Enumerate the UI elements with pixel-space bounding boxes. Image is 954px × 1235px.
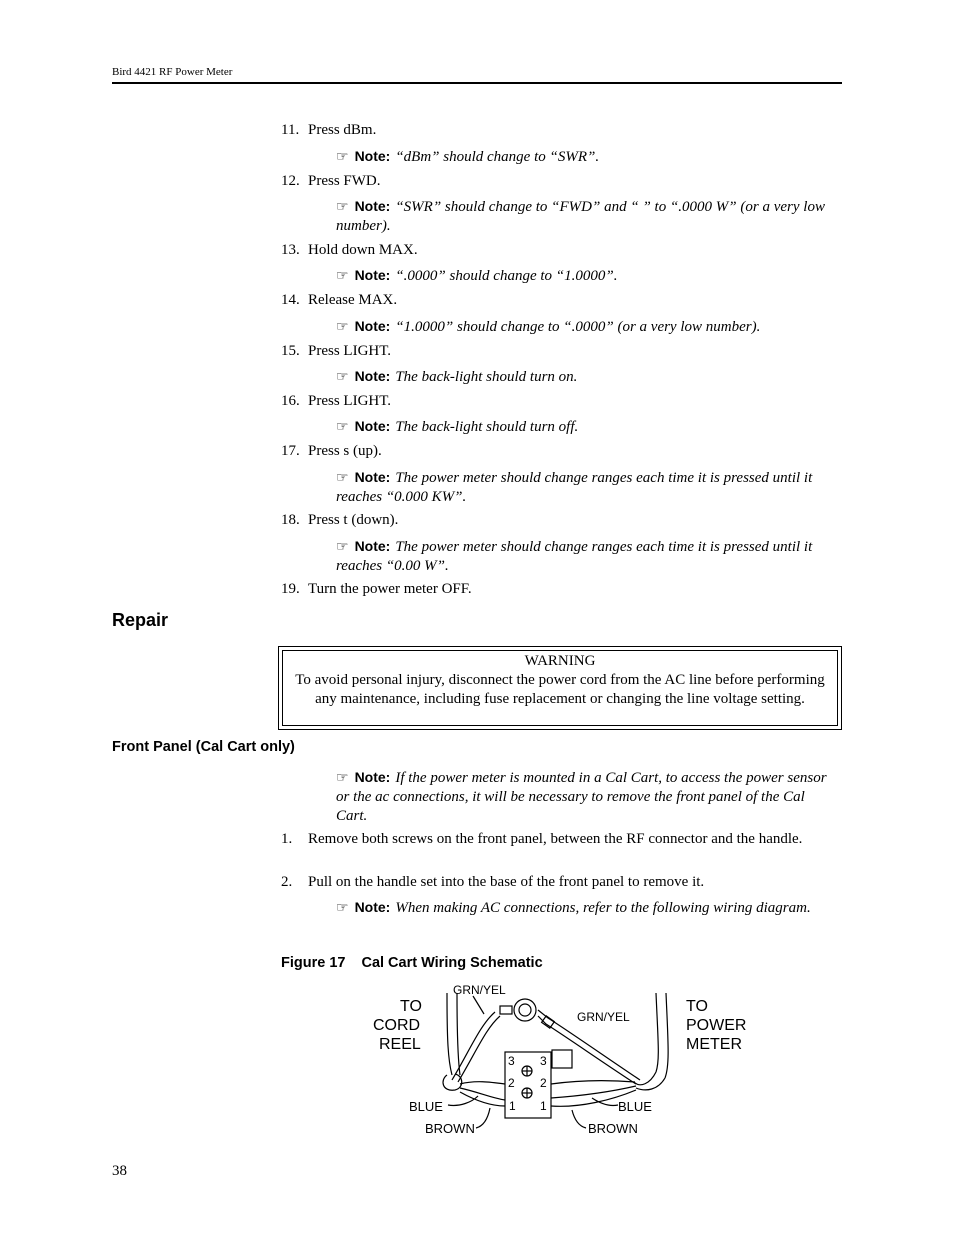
warning-box bbox=[278, 646, 842, 730]
warning-text: To avoid personal injury, disconnect the power cord from the AC line before performing any maintenance, including fuse replacement or changing the line voltage setting. bbox=[295, 672, 825, 707]
step-11: 11. Press dBm. bbox=[281, 122, 377, 138]
note-step-12: ☞ Note: “SWR” should change to “FWD” and “ ” to “.0000 W” (or a very low number). bbox=[336, 198, 825, 234]
terminal-2-right: 2 bbox=[540, 1076, 547, 1090]
pointing-hand-icon: ☞ bbox=[336, 319, 349, 335]
note-step-13: ☞ Note: “.0000” should change to “1.0000”. bbox=[336, 267, 618, 284]
label-blue-right: BLUE bbox=[618, 1099, 652, 1114]
label-to-cord-reel-line2: CORD bbox=[373, 1017, 421, 1034]
label-to-power-meter-line1: TO bbox=[686, 998, 708, 1015]
label-to-power-meter-line3: METER bbox=[686, 1036, 742, 1053]
step-18: 18. Press t (down). bbox=[281, 512, 399, 528]
step-13: 13. Hold down MAX. bbox=[281, 242, 418, 258]
note-step-14: ☞ Note: “1.0000” should change to “.0000” (or a very low number). bbox=[336, 318, 761, 335]
pointing-hand-icon: ☞ bbox=[336, 419, 349, 435]
warning-title: WARNING bbox=[524, 653, 596, 669]
label-to-power-meter-line2: POWER bbox=[686, 1017, 747, 1034]
note-step-17: ☞ Note: The power meter should change ranges each time it is pressed until it reaches “0.000 KW”. bbox=[336, 469, 813, 505]
section-heading-repair: Repair bbox=[112, 610, 169, 630]
header-rule bbox=[112, 82, 842, 84]
label-brown-left: BROWN bbox=[425, 1121, 475, 1136]
pointing-hand-icon: ☞ bbox=[336, 900, 349, 916]
step-14: 14. Release MAX. bbox=[281, 292, 398, 308]
wiring-schematic-diagram bbox=[360, 980, 760, 1140]
running-header: Bird 4421 RF Power Meter bbox=[112, 66, 233, 78]
note-step-16: ☞ Note: The back-light should turn off. bbox=[336, 418, 579, 435]
subsection-heading-front-panel: Front Panel (Cal Cart only) bbox=[112, 739, 295, 755]
front-panel-step-1: 1. Remove both screws on the front panel, between the RF connector and the handle. bbox=[281, 831, 803, 847]
page-number: 38 bbox=[112, 1163, 127, 1179]
note-wiring-diagram: ☞ Note: When making AC connections, refer to the following wiring diagram. bbox=[336, 899, 811, 916]
step-16: 16. Press LIGHT. bbox=[281, 393, 392, 409]
label-to-cord-reel-line1: TO bbox=[400, 998, 422, 1015]
terminal-1-right: 1 bbox=[540, 1099, 547, 1113]
pointing-hand-icon: ☞ bbox=[336, 268, 349, 284]
label-blue-left: BLUE bbox=[409, 1099, 443, 1114]
step-12: 12. Press FWD. bbox=[281, 173, 381, 189]
terminal-3-left: 3 bbox=[508, 1054, 515, 1068]
front-panel-step-2: 2. Pull on the handle set into the base of the front panel to remove it. bbox=[281, 874, 705, 890]
note-step-18: ☞ Note: The power meter should change ranges each time it is pressed until it reaches “0.00 W”. bbox=[336, 538, 813, 574]
terminal-1-left: 1 bbox=[509, 1099, 516, 1113]
step-15: 15. Press LIGHT. bbox=[281, 343, 392, 359]
label-to-cord-reel-line3: REEL bbox=[379, 1036, 421, 1053]
pointing-hand-icon: ☞ bbox=[336, 770, 349, 786]
note-front-panel-intro: ☞ Note: If the power meter is mounted in a Cal Cart, to access the power sensor or the ac connections, it will be necessary to remove the front panel of the Cal Cart. bbox=[336, 769, 827, 824]
step-17: 17. Press s (up). bbox=[281, 443, 382, 459]
figure-caption bbox=[281, 955, 543, 971]
terminal-3-right: 3 bbox=[540, 1054, 547, 1068]
warning-inner-box bbox=[282, 650, 838, 726]
pointing-hand-icon: ☞ bbox=[336, 199, 349, 215]
note-step-11: ☞ Note: “dBm” should change to “SWR”. bbox=[336, 148, 600, 165]
figure-title: Cal Cart Wiring Schematic bbox=[361, 955, 543, 971]
pointing-hand-icon: ☞ bbox=[336, 369, 349, 385]
pointing-hand-icon: ☞ bbox=[336, 470, 349, 486]
label-grn-yel-left: GRN/YEL bbox=[453, 983, 506, 997]
label-brown-right: BROWN bbox=[588, 1121, 638, 1136]
figure-number: Figure 17 bbox=[281, 955, 346, 971]
terminal-2-left: 2 bbox=[508, 1076, 515, 1090]
pointing-hand-icon: ☞ bbox=[336, 539, 349, 555]
label-grn-yel-right: GRN/YEL bbox=[577, 1010, 630, 1024]
step-19: 19. Turn the power meter OFF. bbox=[281, 581, 472, 597]
note-step-15: ☞ Note: The back-light should turn on. bbox=[336, 368, 578, 385]
pointing-hand-icon: ☞ bbox=[336, 149, 349, 165]
